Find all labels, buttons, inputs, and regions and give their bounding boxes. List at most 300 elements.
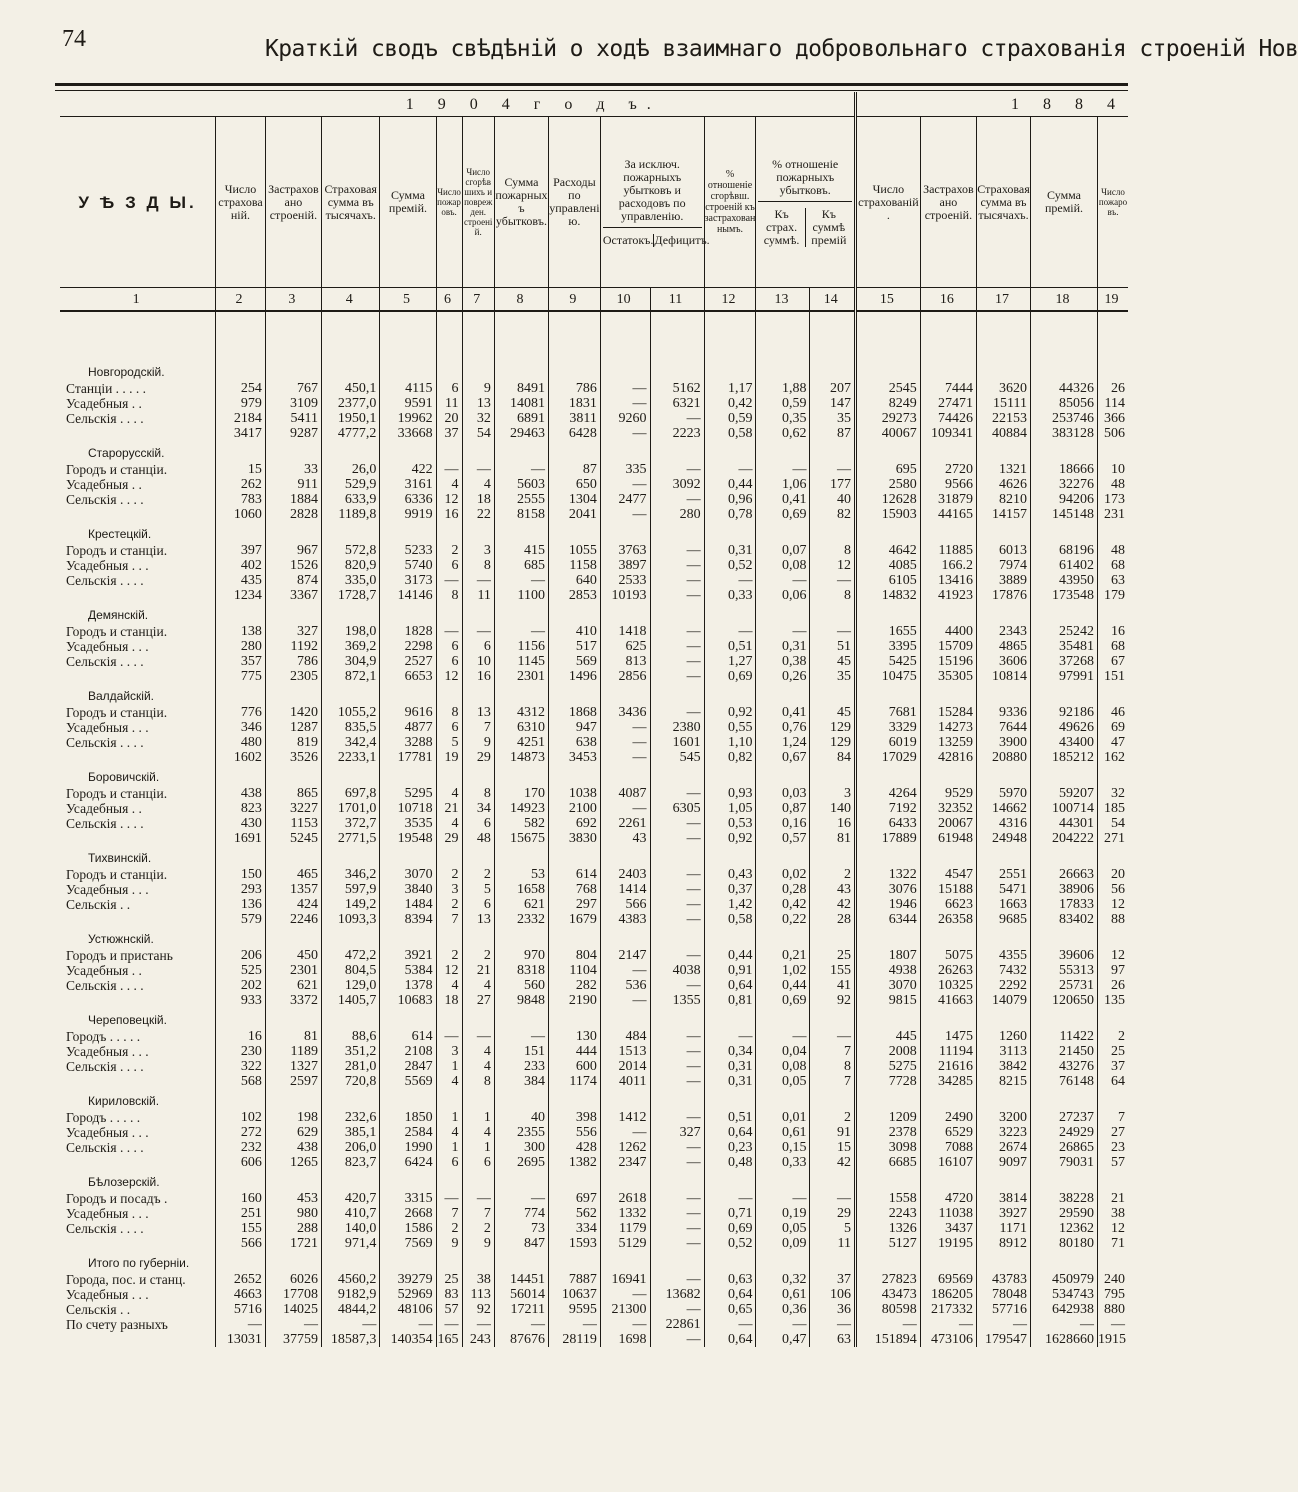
table-cell: 0,47 — [756, 1332, 810, 1347]
table-cell: 2 — [436, 543, 462, 558]
table-cell: 1 — [436, 1140, 462, 1155]
table-cell: 872,1 — [322, 669, 380, 684]
table-cell: 130 — [548, 1029, 600, 1044]
table-cell: 16107 — [920, 1155, 976, 1170]
table-cell: 56014 — [494, 1287, 548, 1302]
table-row — [60, 1206, 1128, 1221]
table-cell: 351,2 — [322, 1044, 380, 1059]
table-cell: 4663 — [216, 1287, 266, 1302]
table-cell: 435 — [216, 573, 266, 588]
row-label: Городъ и пристань — [66, 948, 173, 963]
table-cell: 0,55 — [704, 720, 756, 735]
table-cell — [216, 765, 266, 786]
table-cell: 150 — [216, 867, 266, 882]
table-cell — [216, 1251, 266, 1272]
table-row — [60, 558, 1128, 573]
table-cell: 795 — [1098, 1287, 1128, 1302]
table-cell: — — [810, 1317, 855, 1332]
table-cell — [380, 846, 436, 867]
table-cell: 9848 — [494, 993, 548, 1008]
table-cell — [548, 765, 600, 786]
table-cell: 33668 — [380, 426, 436, 441]
table-cell: 29 — [810, 1206, 855, 1221]
table-cell: 0,51 — [704, 1110, 756, 1125]
table-cell: 2 — [436, 948, 462, 963]
table-cell: — — [650, 1221, 704, 1236]
table-cell: 10718 — [380, 801, 436, 816]
table-cell — [322, 360, 380, 381]
table-cell: — — [600, 801, 650, 816]
table-cell: 5295 — [380, 786, 436, 801]
district-name: Кириловскій. — [88, 1094, 160, 1108]
table-cell: 8249 — [855, 396, 920, 411]
table-cell: 40 — [810, 492, 855, 507]
table-cell: 5716 — [216, 1302, 266, 1317]
table-cell: 383128 — [1031, 426, 1098, 441]
table-cell: 0,19 — [756, 1206, 810, 1221]
table-cell — [216, 1089, 266, 1110]
table-cell: 614 — [380, 1029, 436, 1044]
table-cell: 281,0 — [322, 1059, 380, 1074]
table-cell: 12362 — [1031, 1221, 1098, 1236]
table-cell: 217332 — [920, 1302, 976, 1317]
table-cell: 0,87 — [756, 801, 810, 816]
table-cell: — — [600, 1317, 650, 1332]
table-cell: 1698 — [600, 1332, 650, 1347]
table-cell: 3830 — [548, 831, 600, 846]
table-cell: 562 — [548, 1206, 600, 1221]
table-cell — [756, 1251, 810, 1272]
table-cell: 68 — [1098, 639, 1128, 654]
table-cell: 372,7 — [322, 816, 380, 831]
table-cell: — — [494, 1317, 548, 1332]
table-cell: 6 — [436, 1155, 462, 1170]
table-cell — [855, 765, 920, 786]
table-cell — [436, 441, 462, 462]
table-cell — [976, 441, 1030, 462]
table-cell: 2147 — [600, 948, 650, 963]
column-number-1: 1 — [60, 288, 216, 312]
table-cell — [1098, 522, 1128, 543]
table-cell: — — [462, 1029, 494, 1044]
table-cell: 32 — [462, 411, 494, 426]
table-cell: 1093,3 — [322, 912, 380, 927]
table-cell: 334 — [548, 1221, 600, 1236]
table-cell: 1946 — [855, 897, 920, 912]
table-cell: 0,02 — [756, 867, 810, 882]
table-cell: — — [462, 573, 494, 588]
row-label — [60, 750, 216, 765]
table-cell — [976, 360, 1030, 381]
table-cell: 27 — [462, 993, 494, 1008]
table-cell: 2490 — [920, 1110, 976, 1125]
table-cell: 9182,9 — [322, 1287, 380, 1302]
row-label: Усадебныя . . — [66, 396, 142, 411]
table-cell: 173 — [1098, 492, 1128, 507]
table-cell: 3 — [810, 786, 855, 801]
district-name: Крестецкій. — [88, 527, 152, 541]
table-cell: 2853 — [548, 588, 600, 603]
row-label: Сельскія . . — [66, 1302, 131, 1317]
column-header-row — [60, 117, 1128, 288]
table-row — [60, 786, 1128, 801]
table-cell — [920, 846, 976, 867]
table-cell — [810, 846, 855, 867]
table-cell — [494, 360, 548, 381]
table-cell: 4720 — [920, 1191, 976, 1206]
table-cell: 14832 — [855, 588, 920, 603]
table-cell: 3070 — [380, 867, 436, 882]
column-number-11: 11 — [650, 288, 704, 312]
table-cell — [322, 765, 380, 786]
table-cell: 5233 — [380, 543, 436, 558]
table-cell — [976, 765, 1030, 786]
table-cell: 2847 — [380, 1059, 436, 1074]
table-cell: 40 — [494, 1110, 548, 1125]
table-cell: 2597 — [265, 1074, 321, 1089]
table-cell: 3840 — [380, 882, 436, 897]
row-label: Городъ . . . . . — [66, 1110, 141, 1125]
table-cell: 7432 — [976, 963, 1030, 978]
table-cell: 24929 — [1031, 1125, 1098, 1140]
table-cell — [380, 441, 436, 462]
header-col17-text: Страховая сумма въ тысячахъ. — [977, 181, 1030, 222]
table-cell: 0,61 — [756, 1287, 810, 1302]
header-col19-text: Число пожаровъ. — [1098, 187, 1128, 217]
table-cell — [756, 927, 810, 948]
table-cell: 39279 — [380, 1272, 436, 1287]
table-cell — [650, 441, 704, 462]
table-cell: — — [600, 750, 650, 765]
table-cell: 1055 — [548, 543, 600, 558]
table-cell: 2527 — [380, 654, 436, 669]
table-cell: 44326 — [1031, 381, 1098, 396]
table-cell: 1327 — [265, 1059, 321, 1074]
table-cell: — — [494, 573, 548, 588]
table-cell: 3814 — [976, 1191, 1030, 1206]
table-cell — [1098, 1170, 1128, 1191]
header-col13: Къ страх. суммѣ. — [763, 206, 800, 247]
row-label: Сельскія . . . . — [66, 492, 144, 507]
row-label — [60, 588, 216, 603]
table-cell: 1357 — [265, 882, 321, 897]
table-cell — [548, 927, 600, 948]
table-cell: — — [976, 1317, 1030, 1332]
table-cell: 79031 — [1031, 1155, 1098, 1170]
table-cell — [976, 603, 1030, 624]
table-row — [60, 624, 1128, 639]
table-row — [60, 573, 1128, 588]
table-cell: 0,52 — [704, 558, 756, 573]
table-cell: 1828 — [380, 624, 436, 639]
table-cell — [976, 1251, 1030, 1272]
table-cell: 38906 — [1031, 882, 1098, 897]
table-cell: 357 — [216, 654, 266, 669]
table-cell: 0,23 — [704, 1140, 756, 1155]
table-cell: 7 — [810, 1074, 855, 1089]
row-label — [60, 1332, 216, 1347]
table-cell: 874 — [265, 573, 321, 588]
table-cell: 2 — [810, 867, 855, 882]
row-label: Городъ и станціи. — [66, 705, 168, 720]
table-cell: — — [650, 912, 704, 927]
table-cell — [600, 684, 650, 705]
table-cell — [462, 1251, 494, 1272]
table-cell: 253746 — [1031, 411, 1098, 426]
table-cell: — — [810, 573, 855, 588]
table-cell: 3070 — [855, 978, 920, 993]
table-cell: 2246 — [265, 912, 321, 927]
table-cell: — — [436, 1317, 462, 1332]
table-cell: 4251 — [494, 735, 548, 750]
district-group-row — [60, 684, 1128, 705]
table-cell: 32276 — [1031, 477, 1098, 492]
table-cell: 44301 — [1031, 816, 1098, 831]
row-label: Городъ и станціи. — [66, 867, 168, 882]
table-cell: 16 — [1098, 624, 1128, 639]
table-cell: — — [650, 1302, 704, 1317]
top-rule — [55, 83, 1128, 86]
table-cell: 29 — [462, 750, 494, 765]
table-cell: 804 — [548, 948, 600, 963]
table-cell: 7 — [462, 720, 494, 735]
table-cell: 102 — [216, 1110, 266, 1125]
page-number: 74 — [62, 26, 86, 52]
header-col9 — [548, 117, 600, 288]
table-cell: 6105 — [855, 573, 920, 588]
table-cell: — — [650, 816, 704, 831]
table-cell: 2292 — [976, 978, 1030, 993]
table-cell: 6 — [462, 1155, 494, 1170]
table-cell — [976, 1170, 1030, 1191]
table-cell: 1104 — [548, 963, 600, 978]
table-cell — [462, 1008, 494, 1029]
table-cell: 6653 — [380, 669, 436, 684]
row-label — [60, 993, 216, 1008]
table-cell: 48 — [1098, 477, 1128, 492]
table-cell — [216, 1008, 266, 1029]
table-cell: — — [650, 543, 704, 558]
table-cell — [920, 1251, 976, 1272]
table-cell: 8394 — [380, 912, 436, 927]
table-cell: 1,42 — [704, 897, 756, 912]
table-row — [60, 1110, 1128, 1125]
table-cell: 13031 — [216, 1332, 266, 1347]
table-cell — [704, 603, 756, 624]
table-cell — [756, 684, 810, 705]
table-cell — [494, 1170, 548, 1191]
table-cell: 92 — [810, 993, 855, 1008]
table-cell: 775 — [216, 669, 266, 684]
table-row — [60, 396, 1128, 411]
table-cell: 2 — [436, 897, 462, 912]
table-cell: 0,61 — [756, 1125, 810, 1140]
table-cell: 165 — [436, 1332, 462, 1347]
table-cell: — — [756, 1029, 810, 1044]
table-cell: 322 — [216, 1059, 266, 1074]
table-cell: 9097 — [976, 1155, 1030, 1170]
table-cell: 597,9 — [322, 882, 380, 897]
table-cell: 947 — [548, 720, 600, 735]
table-cell: 6 — [436, 381, 462, 396]
row-label — [60, 426, 216, 441]
table-cell — [322, 684, 380, 705]
table-cell: 0,16 — [756, 816, 810, 831]
table-cell — [1031, 927, 1098, 948]
table-cell: 2298 — [380, 639, 436, 654]
table-cell: 5245 — [265, 831, 321, 846]
table-cell: 1721 — [265, 1236, 321, 1251]
table-cell: 1691 — [216, 831, 266, 846]
table-cell: 145148 — [1031, 507, 1098, 522]
table-cell — [650, 846, 704, 867]
table-cell — [855, 522, 920, 543]
table-cell: 15675 — [494, 831, 548, 846]
table-cell: 621 — [265, 978, 321, 993]
table-row — [60, 492, 1128, 507]
row-label: Городъ . . . . . — [66, 1029, 141, 1044]
table-cell: 621 — [494, 897, 548, 912]
table-cell: 1628660 — [1031, 1332, 1098, 1347]
table-cell: 8 — [462, 558, 494, 573]
table-cell: 0,48 — [704, 1155, 756, 1170]
table-cell — [1031, 1170, 1098, 1191]
table-cell: 2380 — [650, 720, 704, 735]
table-cell: 26865 — [1031, 1140, 1098, 1155]
table-cell: 1192 — [265, 639, 321, 654]
table-cell: 1262 — [600, 1140, 650, 1155]
table-cell: 10 — [462, 654, 494, 669]
table-cell: — — [494, 624, 548, 639]
column-number-row — [60, 288, 1128, 312]
table-cell — [650, 603, 704, 624]
header-col6 — [436, 117, 462, 288]
table-cell: — — [650, 948, 704, 963]
table-cell: 14079 — [976, 993, 1030, 1008]
table-cell: 1,24 — [756, 735, 810, 750]
table-cell: 12 — [436, 669, 462, 684]
table-cell: 6 — [436, 639, 462, 654]
table-cell: — — [650, 786, 704, 801]
table-cell: 56 — [1098, 882, 1128, 897]
table-cell: 42 — [810, 1155, 855, 1170]
table-cell: 9 — [462, 381, 494, 396]
table-cell — [462, 1170, 494, 1191]
table-cell — [810, 684, 855, 705]
table-cell: 5 — [810, 1221, 855, 1236]
table-cell: 3092 — [650, 477, 704, 492]
table-cell: — — [650, 624, 704, 639]
table-cell: 33 — [265, 462, 321, 477]
table-cell: 327 — [650, 1125, 704, 1140]
table-cell — [1098, 684, 1128, 705]
table-cell: 0,08 — [756, 1059, 810, 1074]
table-cell: 4 — [462, 1059, 494, 1074]
page-title: Краткій сводъ свѣдѣній о ходѣ взаимнаго добровольнаго страхованія строеній Нов — [265, 36, 1298, 62]
column-number-7: 7 — [462, 288, 494, 312]
table-cell: 57 — [436, 1302, 462, 1317]
table-cell: 10637 — [548, 1287, 600, 1302]
table-cell — [756, 603, 810, 624]
table-cell: 1412 — [600, 1110, 650, 1125]
table-cell: 0,67 — [756, 750, 810, 765]
table-cell: 3367 — [265, 588, 321, 603]
header-col11: Дефицитъ. — [654, 232, 710, 247]
table-cell — [810, 765, 855, 786]
table-cell: 0,51 — [704, 639, 756, 654]
table-cell: 1831 — [548, 396, 600, 411]
table-row — [60, 1140, 1128, 1155]
table-cell: 240 — [1098, 1272, 1128, 1287]
table-cell: 534743 — [1031, 1287, 1098, 1302]
table-cell: 3109 — [265, 396, 321, 411]
table-cell: — — [650, 1140, 704, 1155]
table-cell: 1405,7 — [322, 993, 380, 1008]
table-cell: — — [380, 1317, 436, 1332]
table-cell — [855, 684, 920, 705]
row-label: Сельскія . . . . — [66, 735, 144, 750]
table-cell: 967 — [265, 543, 321, 558]
table-cell: 36 — [810, 1302, 855, 1317]
table-cell: 560 — [494, 978, 548, 993]
table-cell: 12 — [1098, 897, 1128, 912]
table-cell: 2 — [1098, 1029, 1128, 1044]
table-cell: 7644 — [976, 720, 1030, 735]
table-cell — [216, 927, 266, 948]
table-cell: 15903 — [855, 507, 920, 522]
table-cell: 206 — [216, 948, 266, 963]
table-cell — [1098, 1251, 1128, 1272]
table-cell — [855, 1170, 920, 1191]
table-cell: 8 — [810, 1059, 855, 1074]
district-name: Демянскій. — [88, 608, 149, 622]
row-label: Усадебныя . . — [66, 477, 142, 492]
total-row — [60, 1074, 1128, 1089]
table-cell: 566 — [600, 897, 650, 912]
table-cell — [1031, 765, 1098, 786]
table-cell: 15709 — [920, 639, 976, 654]
table-cell: 46 — [1098, 705, 1128, 720]
total-row — [60, 912, 1128, 927]
table-cell: 129 — [810, 735, 855, 750]
table-cell: 2190 — [548, 993, 600, 1008]
table-cell: 3763 — [600, 543, 650, 558]
table-cell: 7974 — [976, 558, 1030, 573]
table-cell: 21300 — [600, 1302, 650, 1317]
table-cell: 13 — [462, 396, 494, 411]
table-cell: 87676 — [494, 1332, 548, 1347]
table-cell: 428 — [548, 1140, 600, 1155]
district-name: Новгородскій. — [88, 365, 165, 379]
table-cell: 14662 — [976, 801, 1030, 816]
table-cell: 272 — [216, 1125, 266, 1140]
table-cell: 48106 — [380, 1302, 436, 1317]
row-label: Усадебныя . . . — [66, 1206, 149, 1221]
table-cell: 18 — [436, 993, 462, 1008]
table-cell — [265, 927, 321, 948]
table-cell: 43276 — [1031, 1059, 1098, 1074]
table-row — [60, 867, 1128, 882]
table-cell: 61402 — [1031, 558, 1098, 573]
table-cell: 0,63 — [704, 1272, 756, 1287]
table-cell: 980 — [265, 1206, 321, 1221]
table-cell: 9595 — [548, 1302, 600, 1317]
table-cell: 9591 — [380, 396, 436, 411]
table-cell: 1701,0 — [322, 801, 380, 816]
table-cell: 3223 — [976, 1125, 1030, 1140]
table-cell: 4 — [436, 1074, 462, 1089]
table-cell: 4264 — [855, 786, 920, 801]
